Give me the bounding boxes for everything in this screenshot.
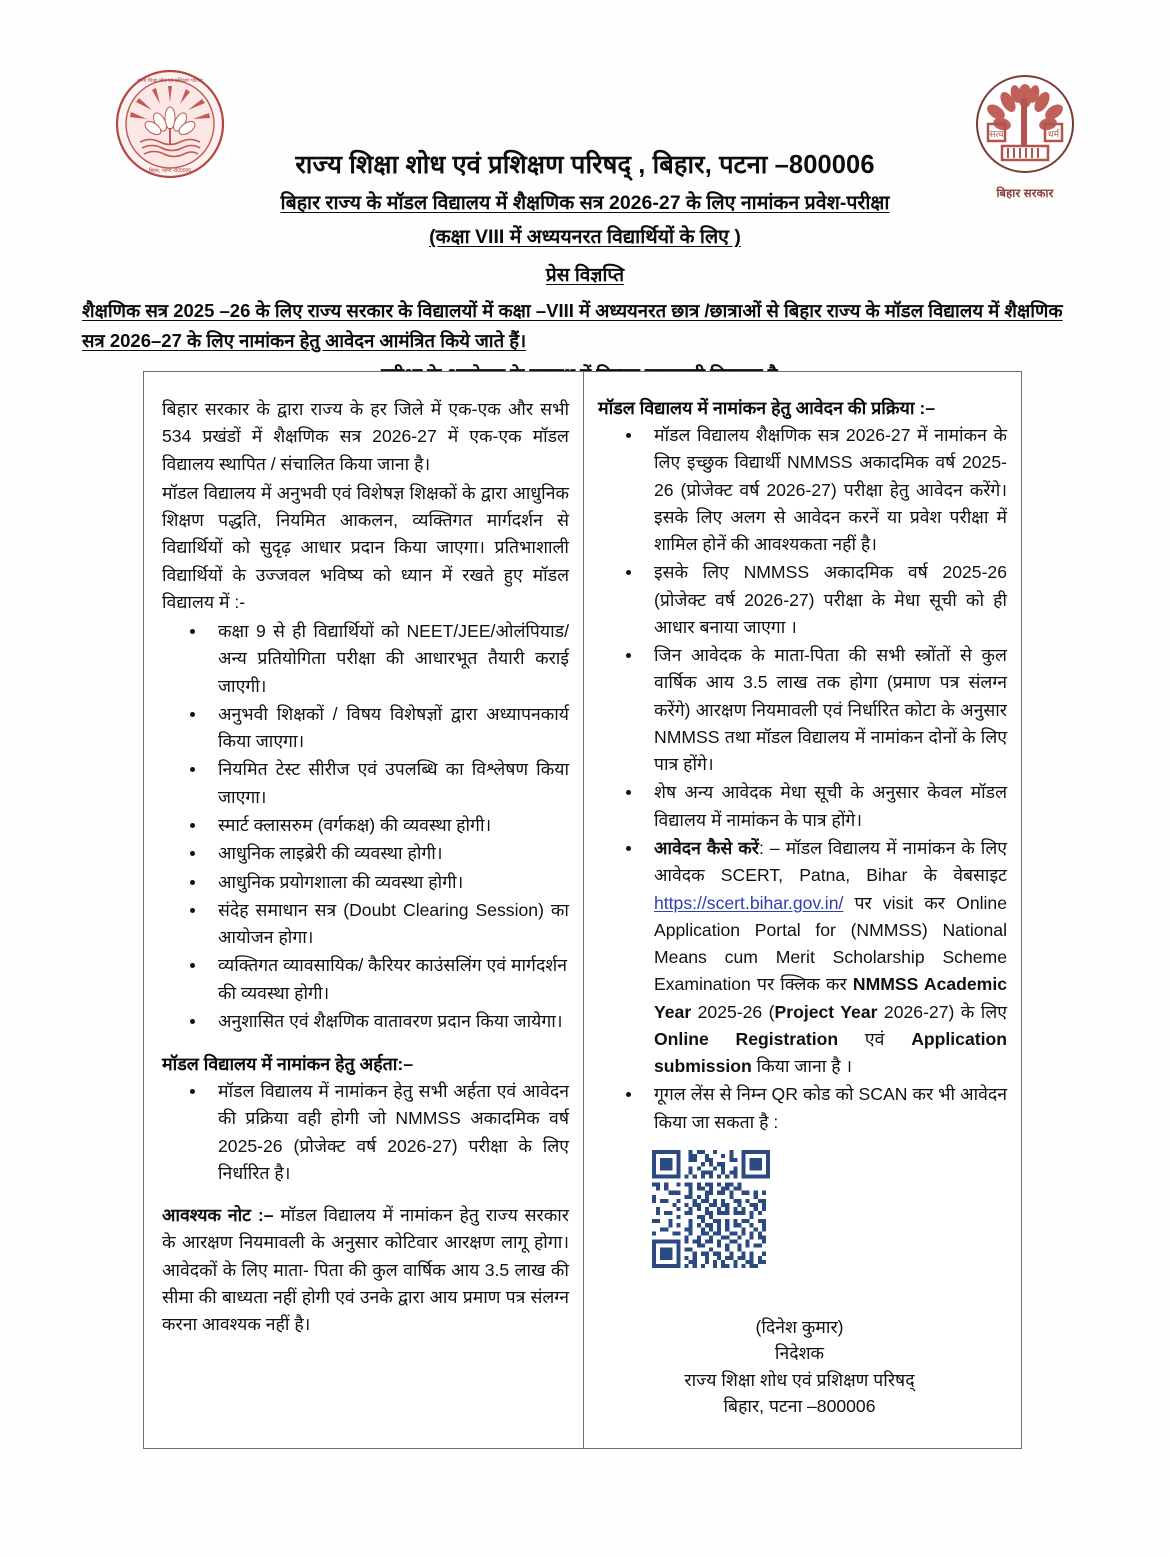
eligibility-heading: मॉडल विद्यालय में नामांकन हेतु अर्हता:– (162, 1054, 414, 1075)
features-list (162, 618, 569, 1035)
signatory-org-line-1: राज्य शिक्षा शोध एवं प्रशिक्षण परिषद् (684, 1369, 915, 1390)
list-item: अनुशासित एवं शैक्षणिक वातावरण प्रदान किया जायेगा। (162, 1008, 569, 1035)
list-item: जिन आवेदक के माता-पिता की सभी स्त्रोंतों से कुल वार्षिक आय 3.5 लाख तक होगा (प्रमाण पत्र संलग्न करेंगे) आरक्षण नियमावली एवं निर्धारित कोटा के अनुसार NMMSS तथा मॉडल विद्यालय में नामांकन दोनों के लिए पात्र होंगे। (598, 642, 1007, 778)
scert-bihar-seal-icon (114, 68, 226, 180)
scert-application-qr-code-icon (652, 1150, 770, 1268)
list-item: संदेह समाधान सत्र (Doubt Clearing Session) का आयोजन होगा। (162, 897, 569, 952)
how-to-apply-text-4: 2026-27) के लिए (877, 1001, 1007, 1022)
list-item: कक्षा 9 से ही विद्यार्थियों को NEET/JEE/ओलंपियाड/अन्य प्रतियोगिता परीक्षा की आधारभूत तैयारी कराई जाएगी। (162, 618, 569, 700)
important-note-text: मॉडल विद्यालय में नामांकन हेतु राज्य सरकार के आरक्षण नियमावली के अनुसार कोटिवार आरक्षण लागू होगा। आवेदकों के लिए माता- पिता की कुल वार्षिक आय 3.5 लाख की सीमा की बाध्यता नहीं होगी एवं उनके द्वारा आय प्रमाण पत्र संलग्न करना आवश्यक नहीं है। (162, 1205, 569, 1335)
application-submission-bold: Application submission (654, 1028, 1007, 1077)
list-item: आधुनिक लाइब्रेरी की व्यवस्था होगी। (162, 840, 569, 867)
bihar-government-emblem-icon (972, 72, 1078, 200)
list-item: इसके लिए NMMSS अकादमिक वर्ष 2025-26 (प्रोजेक्ट वर्ष 2026-27) परीक्षा के मेधा सूची को ही आधार बनाया जाएगा । (598, 559, 1007, 641)
nmmss-academic-year-bold: NMMSS Academic Year (654, 974, 1007, 1022)
svg-text:राज्य शिक्षा शोध एवं प्रशिक्षण: राज्य शिक्षा शोध एवं प्रशिक्षण परिषद् (137, 78, 203, 84)
signatory-name: (दिनेश कुमार) (755, 1316, 844, 1337)
left-paragraph-2: मॉडल विद्यालय में अनुभवी एवं विशेषज्ञ शिक्षकों के द्वारा आधुनिक शिक्षण पद्धति, नियमित आकलन, व्यक्तिगत मार्गदर्शन से विद्यार्थियों को सुदृढ़ आधार प्रदान किया जाएगा। प्रतिभाशाली विद्यार्थियों के उज्जवल भविष्य को ध्यान में रखते हुए मॉडल विद्यालय में :- (162, 482, 569, 612)
list-item: व्यक्तिगत व्यावसायिक/ कैरियर काउंसलिंग एवं मार्गदर्शन की व्यवस्था होगी। (162, 952, 569, 1007)
online-registration-bold: Online Registration (654, 1028, 839, 1049)
list-item: शेष अन्य आवेदक मेधा सूची के अनुसार केवल मॉडल विद्यालय में नामांकन के पात्र होंगे। (598, 779, 1007, 834)
lead-paragraph: शैक्षणिक सत्र 2025 –26 के लिए राज्य सरकार के विद्यालयों में कक्षा –VIII में अध्ययनरत छात्र /छात्राओं से बिहार राज्य के मॉडल विद्यालय में शैक्षणिक सत्र 2026–27 के लिए नामांकन हेतु आवेदन आमंत्रित किये जाते हैं। (82, 299, 1063, 351)
important-note-label: आवश्यक नोट :– (162, 1205, 274, 1226)
svg-text:सत्य: सत्य (989, 129, 1004, 139)
left-column (144, 372, 584, 1448)
organization-title: राज्य शिक्षा शोध एवं प्रशिक्षण परिषद् , बिहार, पटना –800006 (295, 151, 875, 179)
how-to-apply-text-3: 2025-26 ( (691, 1001, 775, 1022)
project-year-bold: Project Year (774, 1001, 878, 1022)
svg-text:बिहार, पटना -800006: बिहार, पटना -800006 (148, 168, 192, 174)
content-table (143, 371, 1022, 1449)
list-item: स्मार्ट क्लासरुम (वर्गकक्ष) की व्यवस्था होगी। (162, 812, 569, 839)
svg-text:धर्म: धर्म (1048, 129, 1059, 139)
exam-subtitle: बिहार राज्य के मॉडल विद्यालय में शैक्षणिक सत्र 2026-27 के लिए नामांकन प्रवेश-परीक्षा (280, 191, 890, 214)
signatory-org-line-2: बिहार, पटना –800006 (723, 1396, 876, 1417)
signatory-designation: निदेशक (774, 1343, 825, 1364)
list-item: अनुभवी शिक्षकों / विषय विशेषज्ञों द्वारा अध्यापनकार्य किया जाएगा। (162, 701, 569, 756)
signature-block (598, 1314, 1007, 1420)
list-item: मॉडल विद्यालय शैक्षणिक सत्र 2026-27 में नामांकन के लिए इच्छुक विद्यार्थी NMMSS अकादमिक वर्ष 2025-26 (प्रोजेक्ट वर्ष 2026-27) परीक्षा हेतु आवेदन करेंगे। इसके लिए अलग से आवेदन करनें या प्रवेश परीक्षा में शामिल होनें की आवश्यकता नहीं है। (598, 422, 1007, 558)
qr-code-container (652, 1150, 1007, 1268)
list-item: नियमित टेस्ट सीरीज एवं उपलब्धि का विश्लेषण किया जाएगा। (162, 756, 569, 811)
list-item: आधुनिक प्रयोगशाला की व्यवस्था होगी। (162, 869, 569, 896)
document-header (0, 0, 1170, 351)
process-list (598, 422, 1007, 1136)
emblem-caption: बिहार सरकार (996, 188, 1054, 200)
how-to-apply-item (598, 835, 1007, 1080)
how-to-apply-text-1: : – मॉडल विद्यालय में नामांकन के लिए आवेदक SCERT, Patna, Bihar के वेबसाइट (654, 837, 1007, 886)
how-to-apply-text-6: किया जाना है । (751, 1056, 853, 1077)
press-release-label: प्रेस विज्ञप्ति (545, 264, 625, 286)
important-note (162, 1202, 569, 1338)
left-paragraph-1: बिहार सरकार के द्वारा राज्य के हर जिले में एक-एक और सभी 534 प्रखंडों में शैक्षणिक सत्र 2026-27 में एक-एक मॉडल विद्यालय स्थापित / संचालित किया जाना है। (162, 399, 569, 474)
scert-website-link[interactable]: https://scert.bihar.gov.in/ (654, 892, 844, 913)
process-heading: मॉडल विद्यालय में नामांकन हेतु आवेदन की प्रक्रिया :– (598, 398, 936, 418)
list-item: मॉडल विद्यालय में नामांकन हेतु सभी अर्हता एवं आवेदन की प्रक्रिया वही होगी जो NMMSS अकादमिक वर्ष 2025-26 (प्रोजेक्ट वर्ष 2026-27) परीक्षा के लिए निर्धारित है। (162, 1078, 569, 1187)
qr-instruction-item: गूगल लेंस से निम्न QR कोड को SCAN कर भी आवेदन किया जा सकता है : (598, 1081, 1007, 1136)
how-to-apply-text-5: एवं (838, 1028, 912, 1049)
how-to-apply-label: आवेदन कैसे करें (654, 837, 759, 858)
how-to-apply-text-2: पर visit कर Online Application Portal for (NMMSS) National Means cum Merit Scholarship Scheme Examination पर क्लिक कर (654, 892, 1007, 995)
class-subtitle: (कक्षा VIII में अध्ययनरत विद्यार्थियों के लिए ) (429, 226, 741, 249)
right-column (584, 372, 1021, 1448)
eligibility-list (162, 1078, 569, 1187)
